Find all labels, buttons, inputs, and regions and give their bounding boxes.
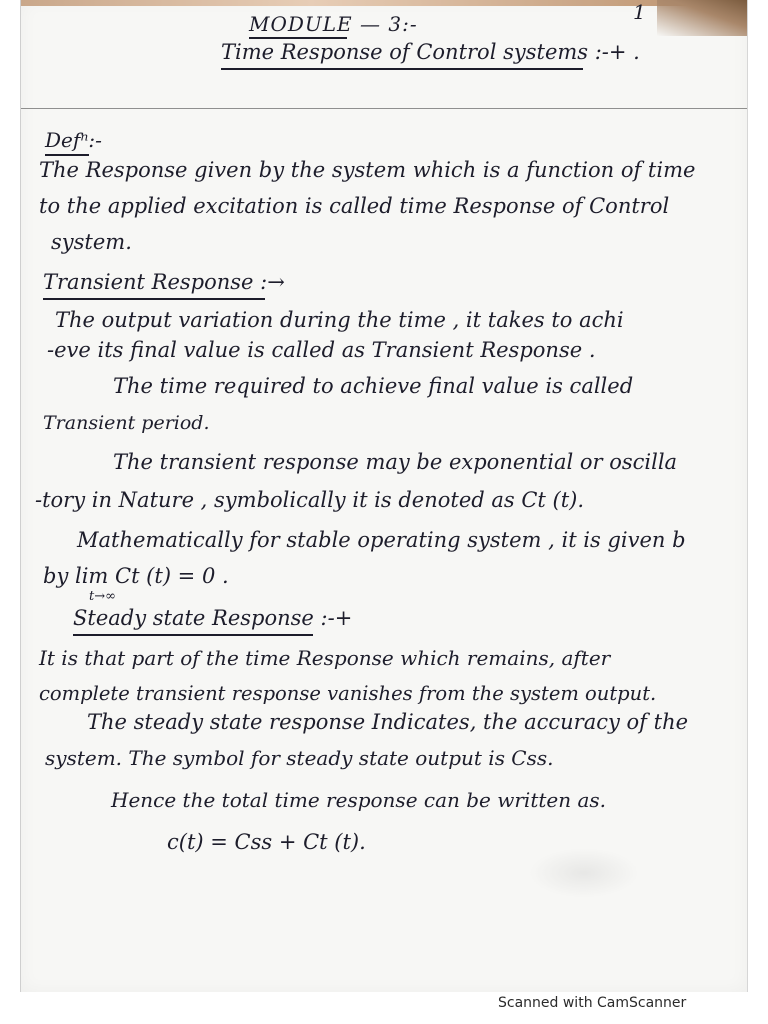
header-rule [21, 108, 747, 109]
total-response-equation: c(t) = Css + Ct (t). [167, 830, 366, 854]
definition-heading-underline [45, 154, 89, 156]
steady-line-2: complete transient response vanishes from the system output. [39, 682, 657, 705]
definition-line-3: system. [51, 230, 132, 254]
notebook-paper [20, 0, 748, 992]
chapter-title-underline [221, 68, 583, 70]
module-heading: MODULE — 3:- [249, 12, 418, 36]
page-number: 1 [633, 0, 646, 24]
steady-line-1: It is that part of the time Response which remains, after [39, 646, 611, 670]
steady-state-heading: Steady state Response :-+ [73, 606, 353, 630]
module-underline [249, 37, 347, 39]
transient-line-4: Transient period. [43, 412, 210, 434]
transient-heading: Transient Response :→ [43, 270, 285, 294]
transient-line-6: -tory in Nature , symbolically it is denoted as Ct (t). [35, 488, 585, 512]
steady-line-3: The steady state response Indicates, the accuracy of the [87, 710, 689, 734]
transient-line-1: The output variation during the time , it takes to achi [55, 308, 624, 332]
bleed-through-marks [529, 848, 639, 898]
steady-line-4: system. The symbol for steady state output is Css. [45, 746, 554, 770]
limit-subscript: t→∞ [89, 589, 116, 604]
definition-line-1: The Response given by the system which is a function of time [39, 158, 696, 182]
transient-heading-underline [43, 298, 265, 300]
transient-line-7: Mathematically for stable operating system , it is given b [77, 528, 686, 552]
steady-line-5: Hence the total time response can be written as. [111, 788, 607, 812]
definition-line-2: to the applied excitation is called time Response of Control [39, 194, 670, 218]
corner-shadow [657, 0, 747, 36]
transient-line-3: The time required to achieve final value is called [113, 374, 634, 398]
scanner-watermark: Scanned with CamScanner [498, 995, 687, 1011]
transient-line-8: by lim Ct (t) = 0 . [43, 564, 229, 588]
transient-line-5: The transient response may be exponential or oscilla [113, 450, 678, 474]
definition-heading: Defⁿ:- [45, 128, 102, 152]
transient-line-2: -eve its final value is called as Transient Response . [47, 338, 596, 362]
steady-state-heading-underline [73, 634, 313, 636]
chapter-title: Time Response of Control systems :-+ . [221, 40, 640, 64]
